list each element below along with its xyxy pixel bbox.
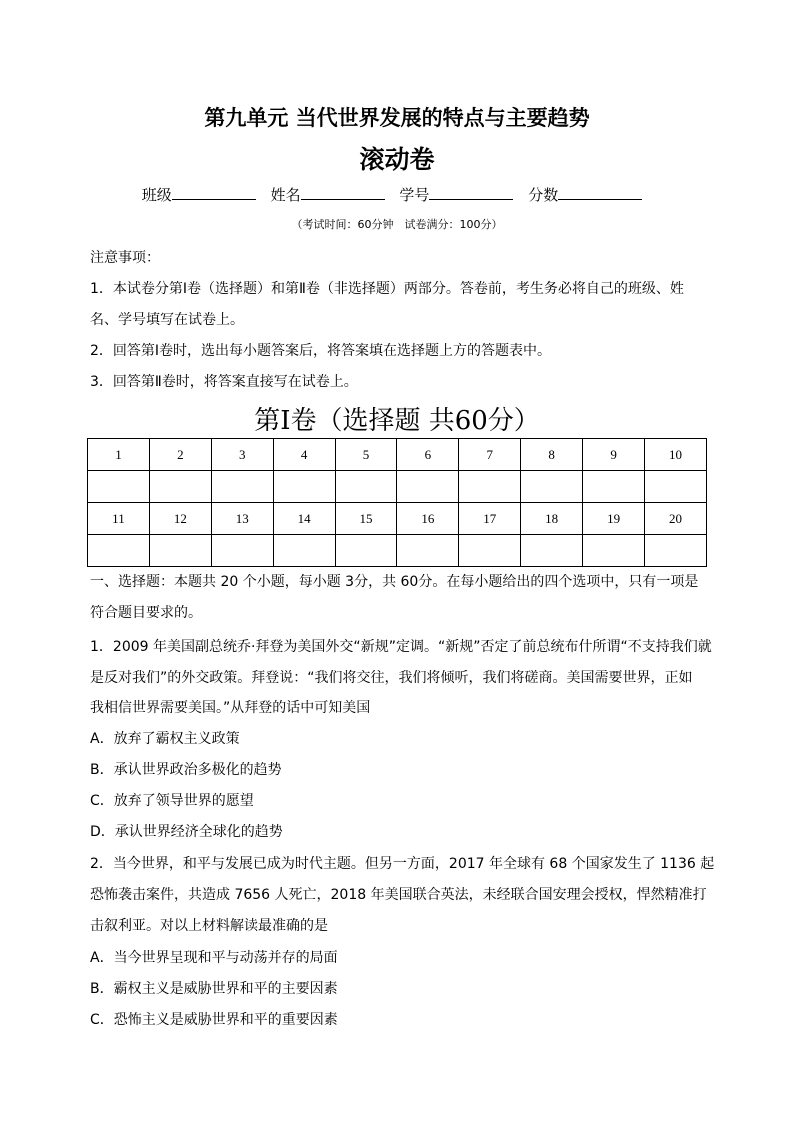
section-title: 第Ⅰ卷（选择题 共60分） — [254, 406, 540, 436]
question-number-cell: 18 — [521, 503, 583, 535]
answer-cell[interactable] — [211, 471, 273, 503]
answer-cell[interactable] — [459, 535, 521, 567]
field-name-blank[interactable] — [301, 185, 385, 200]
answer-cell[interactable] — [521, 535, 583, 567]
question-number-cell: 7 — [459, 439, 521, 471]
note-line: 1．本试卷分第Ⅰ卷（选择题）和第Ⅱ卷（非选择题）两部分。答卷前，考生务必将自己的班级、姓 — [90, 281, 684, 297]
question-number-cell: 13 — [211, 503, 273, 535]
question-number-cell: 9 — [583, 439, 645, 471]
question-number-cell: 15 — [335, 503, 397, 535]
student-info-fields — [0, 184, 794, 205]
field-class-blank[interactable] — [172, 185, 256, 200]
question-number-cell: 2 — [149, 439, 211, 471]
question-number-cell: 10 — [645, 439, 707, 471]
notes-heading: 注意事项： — [90, 250, 160, 266]
question-text-line: A．当今世界呈现和平与动荡并存的局面 — [90, 950, 338, 966]
question-text-line: D．承认世界经济全球化的趋势 — [90, 824, 283, 840]
question-text-line: 恐怖袭击案件，共造成 7656 人死亡，2018 年美国联合英法，未经联合国安理会授权，悍然精准打 — [90, 887, 707, 903]
field-score-blank[interactable] — [558, 185, 642, 200]
note-line: 2．回答第Ⅰ卷时，选出每小题答案后，将答案填在选择题上方的答题表中。 — [90, 343, 552, 359]
answer-table-number-row — [88, 439, 707, 471]
question-text-line: 1．2009 年美国副总统乔·拜登为美国外交“新规”定调。“新规”否定了前总统布什所谓“不支持我们就 — [90, 639, 712, 655]
question-number-cell: 6 — [397, 439, 459, 471]
answer-cell[interactable] — [335, 535, 397, 567]
question-text-line: C．恐怖主义是威胁世界和平的重要因素 — [90, 1012, 338, 1028]
field-class-label: 班级 — [141, 186, 172, 204]
answer-cell[interactable] — [583, 535, 645, 567]
answer-cell[interactable] — [149, 535, 211, 567]
question-number-cell: 3 — [211, 439, 273, 471]
answer-cell[interactable] — [521, 471, 583, 503]
page-subtitle: 滚动卷 — [359, 145, 435, 174]
page-title: 第九单元 当代世界发展的特点与主要趋势 — [204, 106, 590, 130]
question-text-line: B．霸权主义是威胁世界和平的主要因素 — [90, 981, 338, 997]
answer-table-number-row — [88, 503, 707, 535]
answer-cell[interactable] — [335, 471, 397, 503]
question-number-cell: 17 — [459, 503, 521, 535]
answer-cell[interactable] — [397, 535, 459, 567]
note-line: 3．回答第Ⅱ卷时，将答案直接写在试卷上。 — [90, 374, 358, 390]
question-number-cell: 12 — [149, 503, 211, 535]
answer-cell[interactable] — [583, 471, 645, 503]
field-score-label: 分数 — [528, 186, 559, 204]
answer-cell[interactable] — [645, 535, 707, 567]
question-number-cell: 20 — [645, 503, 707, 535]
question-number-cell: 16 — [397, 503, 459, 535]
question-text-line: A．放弃了霸权主义政策 — [90, 731, 240, 747]
answer-cell[interactable] — [459, 471, 521, 503]
question-number-cell: 4 — [273, 439, 335, 471]
question-text-line: 2．当今世界，和平与发展已成为时代主题。但另一方面，2017 年全球有 68 个国家发生了 1136 起 — [90, 856, 715, 872]
answer-cell[interactable] — [273, 471, 335, 503]
note-line: 名、学号填写在试卷上。 — [90, 312, 244, 328]
answer-cell[interactable] — [211, 535, 273, 567]
answer-table-answer-row — [88, 535, 707, 567]
question-text-line: C．放弃了领导世界的愿望 — [90, 793, 254, 809]
question-text-line: 击叙利亚。对以上材料解读最准确的是 — [90, 918, 328, 934]
question-number-cell: 8 — [521, 439, 583, 471]
field-name-label: 姓名 — [270, 186, 301, 204]
question-text-line: 我相信世界需要美国。”从拜登的话中可知美国 — [90, 700, 371, 716]
answer-cell[interactable] — [88, 535, 150, 567]
field-id-blank[interactable] — [429, 185, 513, 200]
question-text-line: B．承认世界政治多极化的趋势 — [90, 762, 282, 778]
answer-cell[interactable] — [149, 471, 211, 503]
question-number-cell: 19 — [583, 503, 645, 535]
answer-table-answer-row — [88, 471, 707, 503]
question-number-cell: 1 — [88, 439, 150, 471]
answer-cell[interactable] — [397, 471, 459, 503]
answer-cell[interactable] — [88, 471, 150, 503]
question-text-line: 一、选择题：本题共 20 个小题，每小题 3分，共 60分。在每小题给出的四个选项中，只有一项是 — [90, 574, 699, 590]
question-number-cell: 14 — [273, 503, 335, 535]
question-text-line: 符合题目要求的。 — [90, 605, 202, 621]
exam-info: （考试时间：60分钟 试卷满分：100分） — [291, 218, 503, 231]
question-text-line: 是反对我们”的外交政策。拜登说：“我们将交往，我们将倾听，我们将磋商。美国需要世界，正如 — [90, 670, 693, 686]
answer-cell[interactable] — [645, 471, 707, 503]
field-id-label: 学号 — [399, 186, 430, 204]
answer-table — [87, 438, 707, 567]
question-number-cell: 5 — [335, 439, 397, 471]
question-number-cell: 11 — [88, 503, 150, 535]
answer-cell[interactable] — [273, 535, 335, 567]
